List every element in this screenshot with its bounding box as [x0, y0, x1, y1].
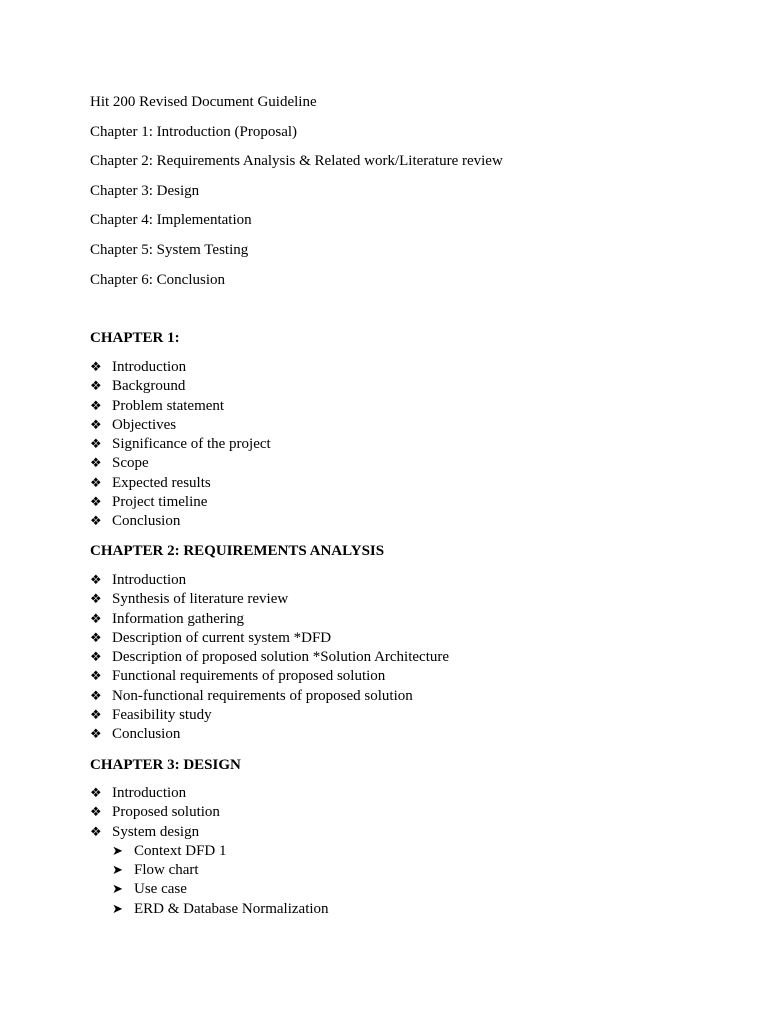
list-item: ❖ Description of current system *DFD: [90, 629, 449, 648]
chapter-2-heading: CHAPTER 2: REQUIREMENTS ANALYSIS: [90, 543, 385, 559]
diamond-bullet-icon: ❖: [90, 417, 102, 433]
list-item: ❖ Introduction: [90, 358, 271, 377]
diamond-bullet-icon: ❖: [90, 708, 102, 724]
diamond-bullet-icon: ❖: [90, 592, 102, 608]
chapter-3-heading: CHAPTER 3: DESIGN: [90, 757, 241, 773]
list-item: ❖ Significance of the project: [90, 435, 271, 454]
diamond-bullet-icon: ❖: [90, 514, 102, 530]
table-of-contents: [90, 92, 503, 299]
diamond-bullet-icon: ❖: [90, 805, 102, 821]
diamond-bullet-icon: ❖: [90, 727, 102, 743]
sub-list-item: ➤ ERD & Database Normalization: [90, 900, 329, 919]
list-item: ❖ Conclusion: [90, 512, 271, 531]
chapter-2-list: [90, 571, 449, 745]
arrow-bullet-icon: ➤: [112, 863, 123, 879]
list-item: ❖ System design: [90, 823, 329, 842]
list-item: ❖ Conclusion: [90, 725, 449, 744]
list-item: ❖ Introduction: [90, 784, 329, 803]
list-item: ❖ Non-functional requirements of proposed solution: [90, 687, 449, 706]
chapter-1-list: [90, 358, 271, 532]
toc-chapter-1: Chapter 1: Introduction (Proposal): [90, 123, 298, 140]
chapter-1-heading: CHAPTER 1:: [90, 330, 180, 346]
toc-chapter-4: Chapter 4: Implementation: [90, 212, 252, 229]
list-item: ❖ Background: [90, 377, 271, 396]
diamond-bullet-icon: ❖: [90, 573, 102, 588]
diamond-bullet-icon: ❖: [90, 456, 102, 472]
list-item: ❖ Information gathering: [90, 610, 449, 629]
diamond-bullet-icon: ❖: [90, 688, 102, 704]
list-item: ❖ Synthesis of literature review: [90, 590, 449, 609]
list-item: ❖ Objectives: [90, 416, 271, 435]
list-item: ❖ Expected results: [90, 474, 271, 493]
sub-list-item: ➤ Flow chart: [90, 861, 329, 880]
list-item: ❖ Proposed solution: [90, 803, 329, 822]
diamond-bullet-icon: ❖: [90, 398, 102, 414]
list-item: ❖ Project timeline: [90, 493, 271, 512]
toc-chapter-6: Chapter 6: Conclusion: [90, 271, 225, 288]
list-item: ❖ Scope: [90, 454, 271, 473]
sub-list-item: ➤ Context DFD 1: [90, 842, 329, 861]
diamond-bullet-icon: ❖: [90, 669, 102, 685]
diamond-bullet-icon: ❖: [90, 495, 102, 511]
arrow-bullet-icon: ➤: [112, 882, 123, 898]
list-item: ❖ Introduction: [90, 571, 449, 590]
diamond-bullet-icon: ❖: [90, 630, 102, 646]
list-item: ❖ Feasibility study: [90, 706, 449, 725]
diamond-bullet-icon: ❖: [90, 437, 102, 453]
diamond-bullet-icon: ❖: [90, 650, 102, 666]
chapter-3-list: [90, 784, 329, 919]
list-item: ❖ Description of proposed solution *Solution Architecture: [90, 648, 449, 667]
arrow-bullet-icon: ➤: [112, 901, 123, 917]
diamond-bullet-icon: ❖: [90, 824, 102, 840]
sub-list-item: ➤ Use case: [90, 880, 329, 899]
diamond-bullet-icon: ❖: [90, 475, 102, 491]
diamond-bullet-icon: ❖: [90, 379, 102, 395]
arrow-bullet-icon: ➤: [112, 843, 123, 859]
document-title: Hit 200 Revised Document Guideline: [90, 94, 317, 110]
toc-chapter-5: Chapter 5: System Testing: [90, 241, 249, 258]
toc-chapter-3: Chapter 3: Design: [90, 182, 200, 199]
diamond-bullet-icon: ❖: [90, 360, 102, 375]
list-item: ❖ Functional requirements of proposed solution: [90, 667, 449, 686]
list-item: ❖ Problem statement: [90, 397, 271, 416]
toc-chapter-2: Chapter 2: Requirements Analysis & Related work/Literature review: [90, 153, 503, 170]
diamond-bullet-icon: ❖: [90, 611, 102, 627]
diamond-bullet-icon: ❖: [90, 786, 102, 801]
